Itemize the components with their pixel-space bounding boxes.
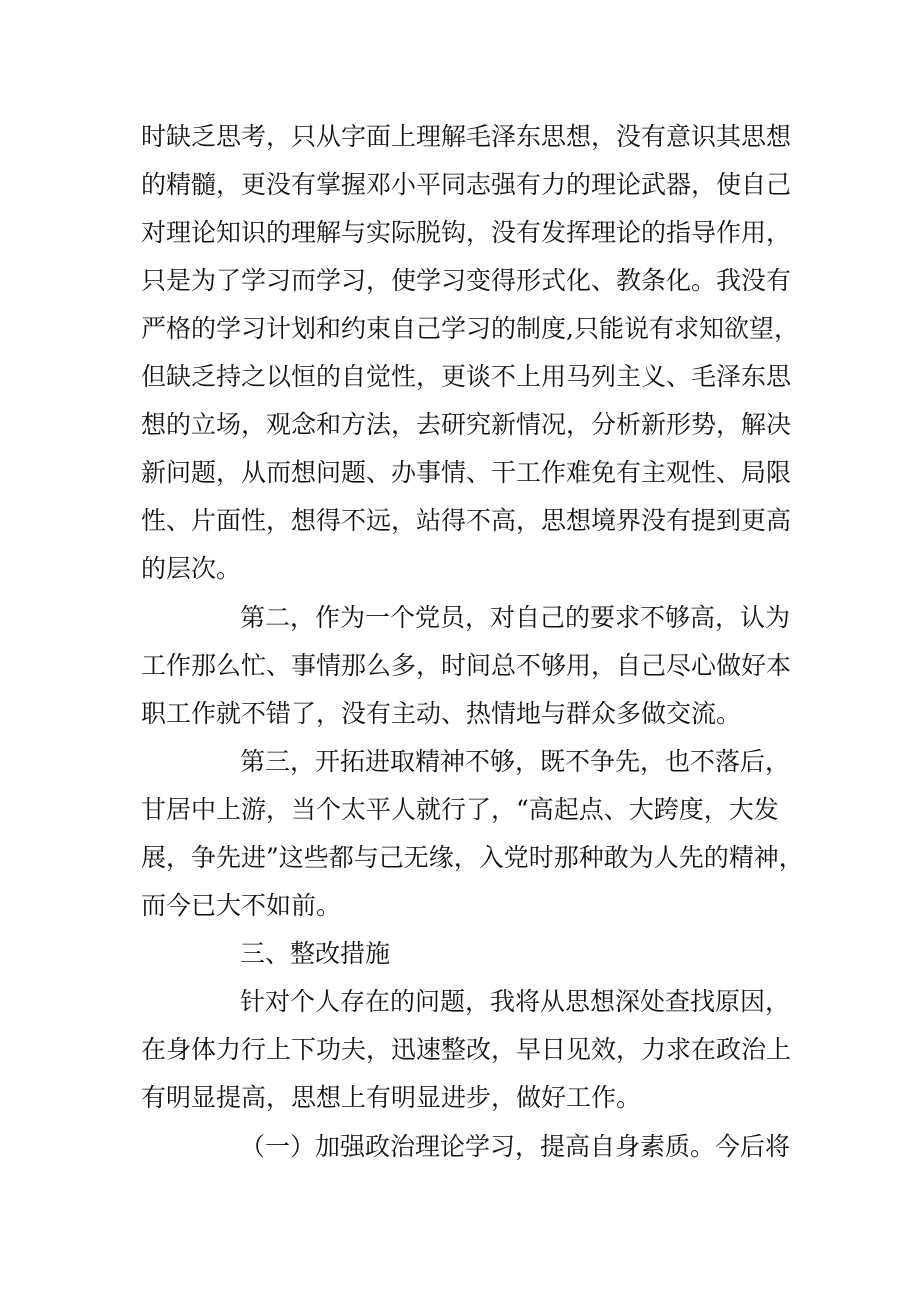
text-line: 甘居中上游，当个太平人就行了，“高起点、大跨度，大发 [141,795,779,824]
text-line: 针对个人存在的问题，我将从思想深处查找原因， [240,987,791,1016]
text-line: 有明显提高，思想上有明显进步，做好工作。 [141,1083,642,1112]
text-line: 第二，作为一个党员，对自己的要求不够高，认为 [240,603,791,632]
text-line: 想的立场，观念和方法，去研究新情况，分析新形势，解决 [141,410,792,439]
text-line: 职工作就不错了，没有主动、热情地与群众多做交流。 [141,699,742,728]
text-line: 的层次。 [141,554,242,583]
text-line: 新问题，从而想问题、办事情、干工作难免有主观性、局限 [141,458,792,487]
text-line: 而今已大不如前。 [141,891,342,920]
text-line: 时缺乏思考，只从字面上理解毛泽东思想，没有意识其思想 [141,122,792,151]
section-heading: 三、整改措施 [240,939,391,968]
text-line: 但缺乏持之以恒的自觉性，更谈不上用马列主义、毛泽东思 [141,362,792,391]
text-line: 对理论知识的理解与实际脱钩，没有发挥理论的指导作用， [141,218,792,247]
text-line: （一）加强政治理论学习，提高自身素质。今后将 [240,1132,791,1161]
text-line: 只是为了学习而学习，使学习变得形式化、教条化。我没有 [141,266,792,295]
text-line: 严格的学习计划和约束自己学习的制度,只能说有求知欲望， [141,314,799,343]
text-line: 在身体力行上下功夫，迅速整改，早日见效，力求在政治上 [141,1035,792,1064]
text-line: 第三，开拓进取精神不够，既不争先，也不落后， [240,747,791,776]
text-line: 的精髓，更没有掌握邓小平同志强有力的理论武器，使自己 [141,170,792,199]
text-line: 性、片面性，想得不远，站得不高，思想境界没有提到更高 [141,506,792,535]
text-line: 展，争先进”这些都与己无缘，入党时那种敢为人先的精神， [141,843,804,872]
text-line: 工作那么忙、事情那么多，时间总不够用，自己尽心做好本 [141,651,792,680]
